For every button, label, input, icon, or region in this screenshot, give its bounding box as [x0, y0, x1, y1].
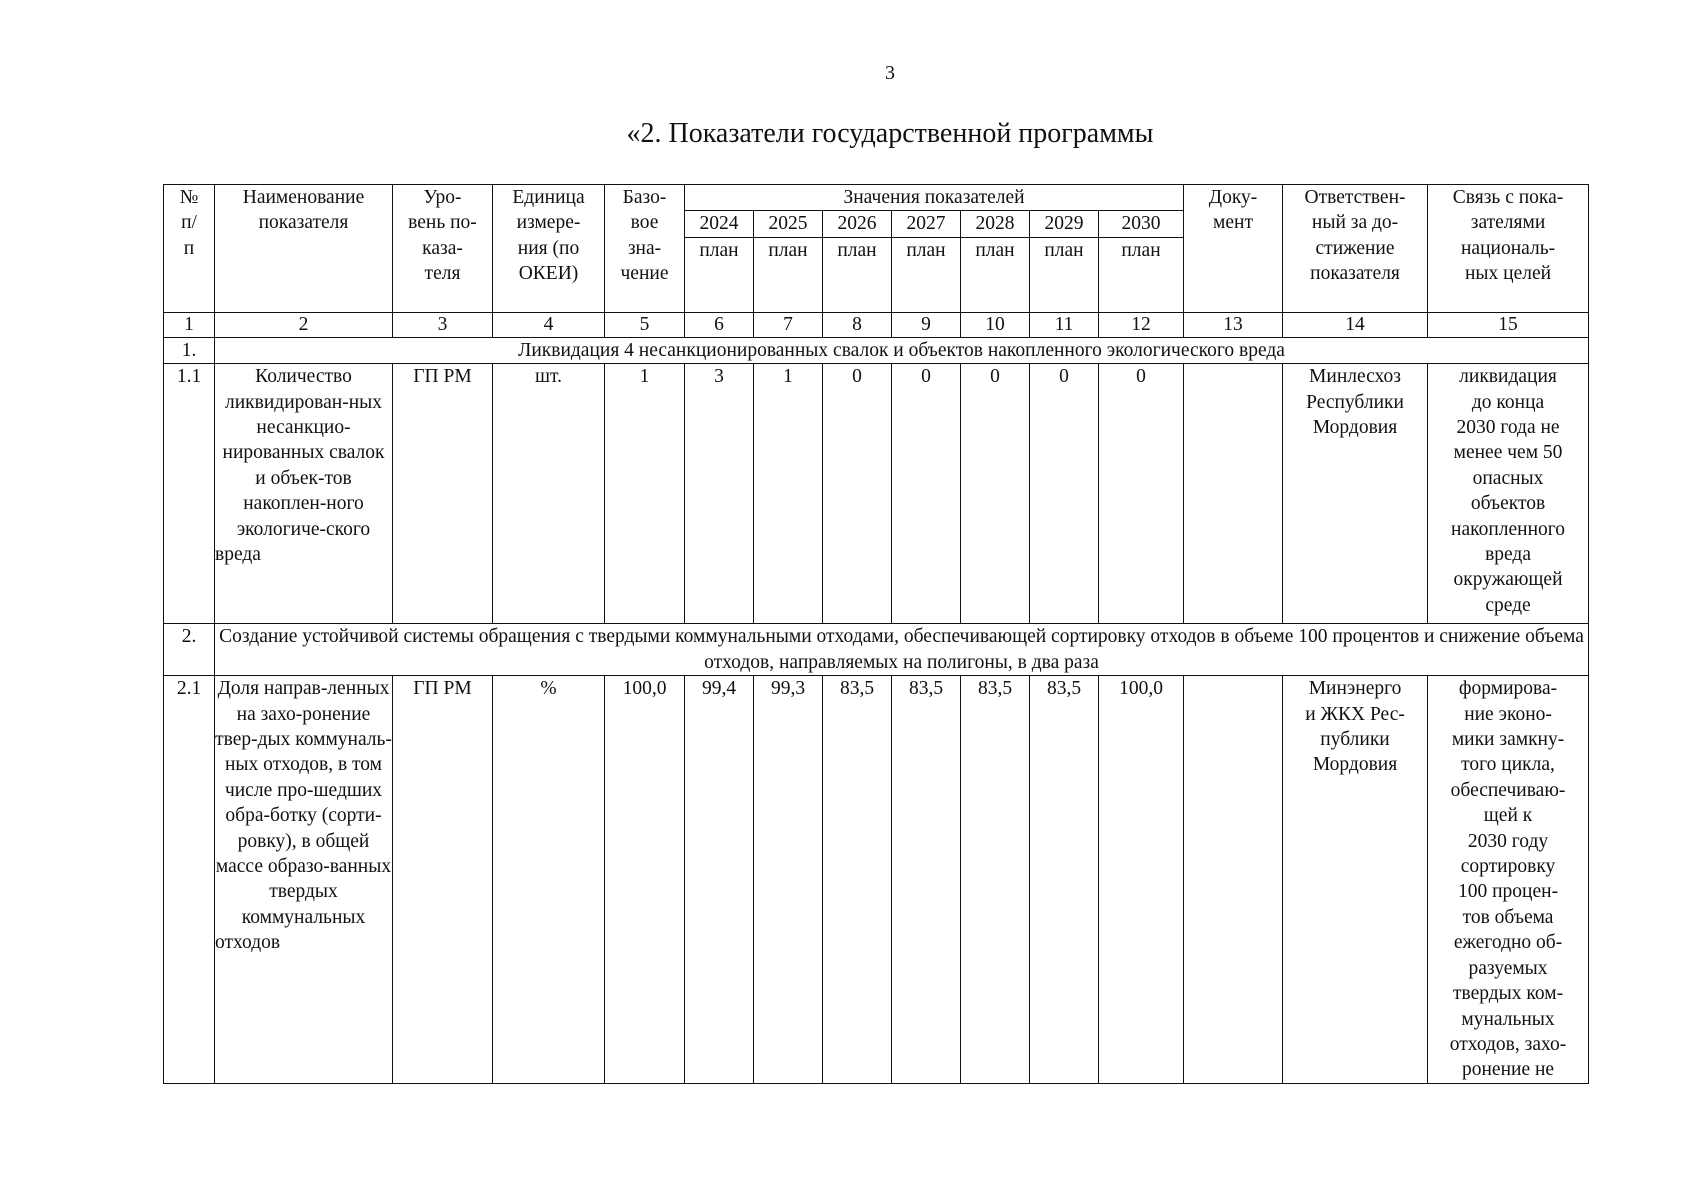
indicator-name: Доля направ-ленных на захо-ронение твер-дых коммуналь-ных отходов, в том числе про-шедших обра-ботку (сорти-ровку), в общей массе образо-ванных твердых коммунальных отходов — [215, 676, 393, 1084]
indicator-national-goal-link: ликвидация до конца 2030 года не менее чем 50 опасных объектов накопленного вреда окружающей среде — [1428, 364, 1589, 624]
header-responsible: Ответствен- ный за до- стижение показателя — [1283, 185, 1428, 313]
header-plan: план — [1030, 237, 1099, 312]
header-year: 2030 — [1099, 211, 1184, 237]
column-number: 7 — [754, 312, 823, 337]
header-year: 2024 — [685, 211, 754, 237]
column-number: 11 — [1030, 312, 1099, 337]
header-link: Связь с пока- зателями националь- ных целей — [1428, 185, 1589, 313]
indicator-value-2030: 0 — [1099, 364, 1184, 624]
column-number: 2 — [215, 312, 393, 337]
indicator-value-2029: 0 — [1030, 364, 1099, 624]
header-document: Доку- мент — [1184, 185, 1283, 313]
header-plan: план — [892, 237, 961, 312]
page-number: 3 — [885, 62, 895, 84]
indicator-name: Количество ликвидирован-ных несанкцио-нированных свалок и объек-тов накоплен-ного экологиче-ского вреда — [215, 364, 393, 624]
column-number: 15 — [1428, 312, 1589, 337]
header-plan: план — [1099, 237, 1184, 312]
indicator-value-2028: 83,5 — [961, 676, 1030, 1084]
section-number: 1. — [164, 337, 215, 363]
column-number: 12 — [1099, 312, 1184, 337]
column-number: 1 — [164, 312, 215, 337]
indicator-row — [164, 676, 1589, 1084]
indicator-value-2027: 83,5 — [892, 676, 961, 1084]
column-number: 4 — [493, 312, 605, 337]
indicator-value-2025: 99,3 — [754, 676, 823, 1084]
indicator-unit: % — [493, 676, 605, 1084]
header-plan: план — [685, 237, 754, 312]
header-name: Наименование показателя — [215, 185, 393, 313]
indicator-responsible: Минлесхоз Республики Мордовия — [1283, 364, 1428, 624]
indicator-document — [1184, 364, 1283, 624]
indicator-unit: шт. — [493, 364, 605, 624]
indicator-number: 2.1 — [164, 676, 215, 1084]
column-number: 14 — [1283, 312, 1428, 337]
column-number: 3 — [393, 312, 493, 337]
section-number: 2. — [164, 624, 215, 676]
header-plan: план — [961, 237, 1030, 312]
indicator-value-2030: 100,0 — [1099, 676, 1184, 1084]
indicators-table — [163, 184, 1589, 1084]
indicator-national-goal-link: формирова- ние эконо- мики замкну- того цикла, обеспечиваю- щей к 2030 году сортировку 100 процен- тов объема ежегодно об- разуемых твердых ком- мунальных отходов, захо- ронение не — [1428, 676, 1589, 1084]
header-year: 2028 — [961, 211, 1030, 237]
header-year: 2029 — [1030, 211, 1099, 237]
column-number: 8 — [823, 312, 892, 337]
header-level: Уро- вень по- каза- теля — [393, 185, 493, 313]
indicator-value-2028: 0 — [961, 364, 1030, 624]
column-number: 5 — [605, 312, 685, 337]
indicator-value-2024: 99,4 — [685, 676, 754, 1084]
indicator-level: ГП РМ — [393, 364, 493, 624]
section-title: Ликвидация 4 несанкционированных свалок и объектов накопленного экологического вреда — [215, 337, 1589, 363]
indicator-document — [1184, 676, 1283, 1084]
indicator-base-value: 100,0 — [605, 676, 685, 1084]
section-row — [164, 337, 1589, 363]
indicator-number: 1.1 — [164, 364, 215, 624]
section-title: Создание устойчивой системы обращения с твердыми коммунальными отходами, обеспечивающей сортировку отходов в объеме 100 процентов и снижение объема отходов, направляемых на полигоны, в два раза — [215, 624, 1589, 676]
indicator-base-value: 1 — [605, 364, 685, 624]
indicator-value-2024: 3 — [685, 364, 754, 624]
column-numbers-row — [164, 312, 1589, 337]
header-base: Базо- вое зна- чение — [605, 185, 685, 313]
indicator-value-2029: 83,5 — [1030, 676, 1099, 1084]
header-unit: Единица измере- ния (по ОКЕИ) — [493, 185, 605, 313]
indicator-value-2027: 0 — [892, 364, 961, 624]
header-values-group: Значения показателей — [685, 185, 1184, 211]
header-year: 2025 — [754, 211, 823, 237]
column-number: 13 — [1184, 312, 1283, 337]
indicator-level: ГП РМ — [393, 676, 493, 1084]
column-number: 10 — [961, 312, 1030, 337]
page-title: «2. Показатели государственной программы — [626, 118, 1154, 149]
column-number: 9 — [892, 312, 961, 337]
header-year: 2026 — [823, 211, 892, 237]
indicator-value-2026: 83,5 — [823, 676, 892, 1084]
header-year: 2027 — [892, 211, 961, 237]
header-plan: план — [823, 237, 892, 312]
indicator-responsible: Минэнерго и ЖКХ Рес- публики Мордовия — [1283, 676, 1428, 1084]
header-row — [164, 185, 1589, 211]
header-plan: план — [754, 237, 823, 312]
header-no: № п/ п — [164, 185, 215, 313]
indicator-value-2026: 0 — [823, 364, 892, 624]
indicator-value-2025: 1 — [754, 364, 823, 624]
indicator-row — [164, 364, 1589, 624]
column-number: 6 — [685, 312, 754, 337]
section-row — [164, 624, 1589, 676]
